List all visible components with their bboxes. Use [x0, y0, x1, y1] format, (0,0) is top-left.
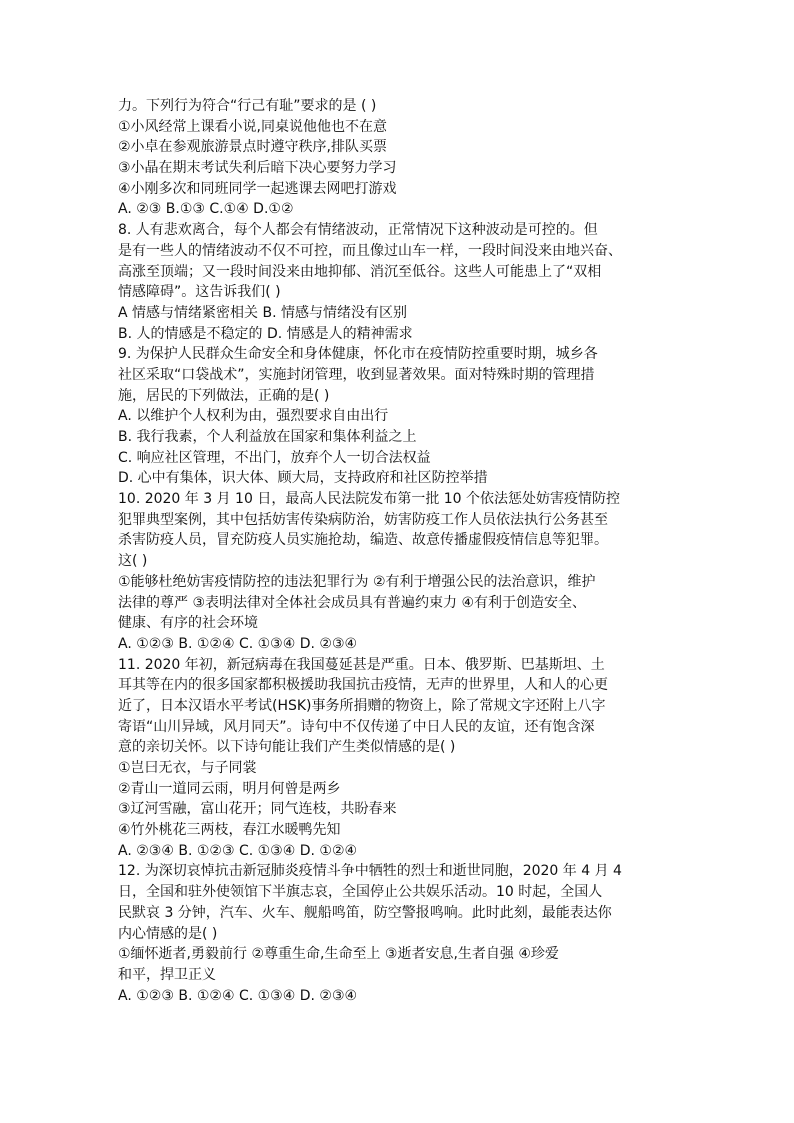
- text-line: 日，全国和驻外使领馆下半旗志哀，全国停止公共娱乐活动。10 时起，全国人: [118, 884, 603, 901]
- text-line: 和平，捍卫正义: [118, 966, 216, 983]
- text-line: 8. 人有悲欢离合，每个人都会有情绪波动，正常情况下这种波动是可控的。但: [118, 222, 598, 239]
- text-line: 10. 2020 年 3 月 10 日，最高人民法院发布第一批 10 个依法惩处妨害疫情防控: [118, 491, 621, 508]
- text-line: 高涨至顶端；又一段时间没来由地抑郁、消沉至低谷。这些人可能患上了“双相: [118, 263, 602, 280]
- text-line: 11. 2020 年初，新冠病毒在我国蔓延甚是严重。日本、俄罗斯、巴基斯坦、土: [118, 656, 605, 673]
- text-line: A 情感与情绪紧密相关 B. 情感与情绪没有区别: [118, 304, 407, 321]
- text-line: 情感障碍”。这告诉我们( ): [118, 284, 281, 301]
- text-line: ①能够杜绝妨害疫情防控的违法犯罪行为 ②有利于增强公民的法治意识，维护: [118, 573, 596, 590]
- text-line: C. 响应社区管理，不出门，放弃个人一切合法权益: [118, 449, 431, 466]
- text-line: 内心情感的是( ): [118, 925, 218, 942]
- text-line: A. ①②③ B. ①②④ C. ①③④ D. ②③④: [118, 635, 358, 652]
- text-line: A. ①②③ B. ①②④ C. ①③④ D. ②③④: [118, 987, 358, 1004]
- text-line: ①缅怀逝者,勇毅前行 ②尊重生命,生命至上 ③逝者安息,生者自强 ④珍爱: [118, 946, 559, 963]
- text-line: 民默哀 3 分钟，汽车、火车、舰船鸣笛，防空警报鸣响。此时此刻，最能表达你: [118, 904, 612, 921]
- text-line: 健康、有序的社会环境: [118, 615, 258, 632]
- text-line: ③辽河雪融，富山花开；同气连枝，共盼春来: [118, 801, 397, 818]
- question-text-block: [118, 96, 684, 1006]
- text-line: 意的亲切关怀。以下诗句能让我们产生类似情感的是( ): [118, 739, 456, 756]
- text-line: ①岂曰无衣，与子同裳: [118, 760, 257, 776]
- text-line: ①小风经常上课看小说,同桌说他他也不在意: [118, 118, 387, 135]
- text-line: ④小刚多次和同班同学一起逃课去网吧打游戏: [118, 180, 397, 197]
- text-line: 9. 为保护人民群众生命安全和身体健康，怀化市在疫情防控重要时期，城乡各: [118, 346, 598, 363]
- text-line: ③小晶在期末考试失利后暗下决心要努力学习: [118, 160, 397, 177]
- text-line: D. 心中有集体，识大体、顾大局，支持政府和社区防控举措: [118, 470, 488, 487]
- text-line: ④竹外桃花三两枝，春江水暖鸭先知: [118, 822, 341, 839]
- text-line: A. ②③④ B. ①②③ C. ①③④ D. ①②④: [118, 842, 358, 859]
- text-line: B. 人的情感是不稳定的 D. 情感是人的精神需求: [118, 325, 413, 342]
- text-line: 力。下列行为符合“行己有耻”要求的是 ( ): [118, 98, 377, 114]
- text-line: 法律的尊严 ③表明法律对全体社会成员具有普遍约束力 ④有利于创造安全、: [118, 594, 587, 611]
- text-line: 近了，日本汉语水平考试(HSK)事务所捐赠的物资上，除了常规文字还附上八字: [118, 697, 606, 714]
- text-line: A. 以维护个人权利为由，强烈要求自由出行: [118, 408, 389, 425]
- text-line: ②青山一道同云雨，明月何曾是两乡: [118, 780, 341, 797]
- text-line: 社区采取“口袋战术”，实施封闭管理，收到显著效果。面对特殊时期的管理措: [118, 366, 595, 383]
- text-line: 犯罪典型案例，其中包括妨害传染病防治，妨害防疫工作人员依法执行公务甚至: [118, 511, 608, 528]
- text-line: 这( ): [118, 553, 148, 570]
- text-line: 耳其等在内的很多国家都积极援助我国抗击疫情，无声的世界里，人和人的心更: [118, 677, 608, 694]
- text-line: 杀害防疫人员，冒充防疫人员实施抢劫，编造、故意传播虚假疫情信息等犯罪。: [118, 532, 608, 549]
- text-line: 寄语“山川异域，风月同天”。诗句中不仅传递了中日人民的友谊，还有饱含深: [118, 718, 595, 735]
- text-line: 12. 为深切哀悼抗击新冠肺炎疫情斗争中牺牲的烈士和逝世同胞，2020 年 4 月 4: [118, 863, 622, 880]
- text-line: 施，居民的下列做法，正确的是( ): [118, 387, 330, 404]
- text-line: ②小卓在参观旅游景点时遵守秩序,排队买票: [118, 139, 387, 156]
- text-line: A. ②③ B.①③ C.①④ D.①②: [118, 201, 294, 218]
- text-line: 是有一些人的情绪波动不仅不可控，而且像过山车一样，一段时间没来由地兴奋、: [118, 242, 622, 259]
- text-line: B. 我行我素，个人利益放在国家和集体利益之上: [118, 429, 417, 445]
